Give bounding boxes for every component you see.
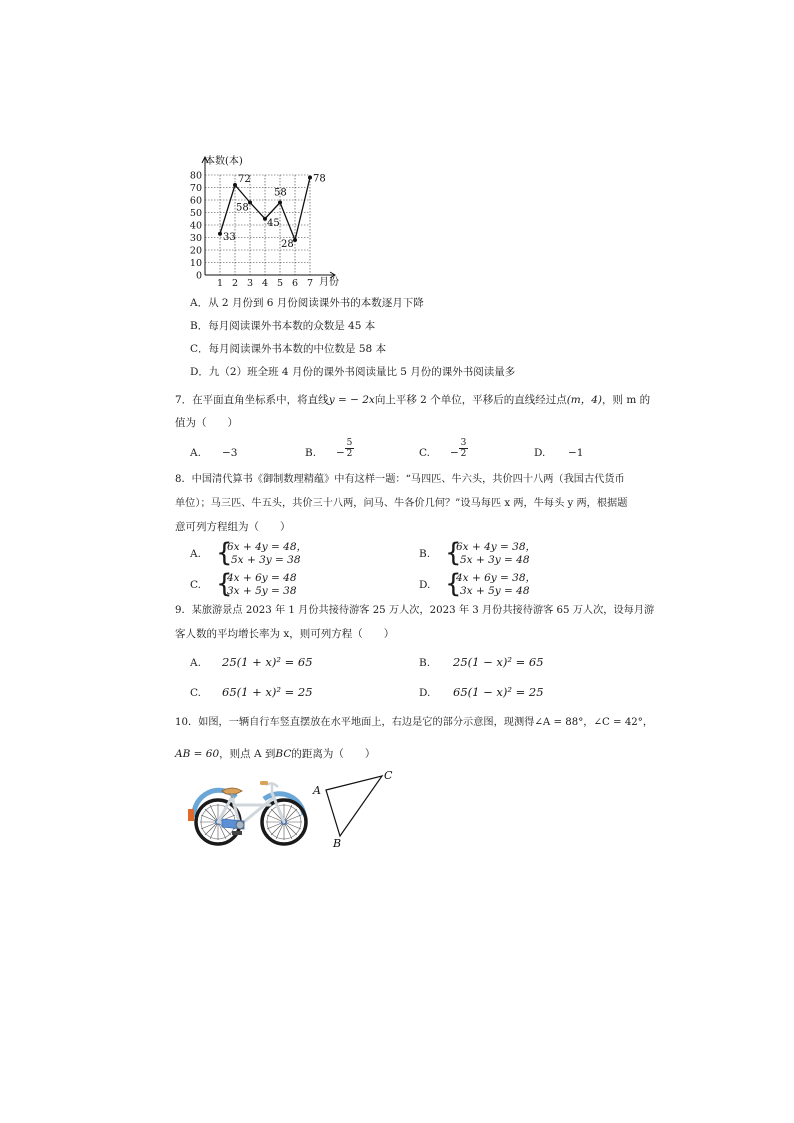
chart-data-label: 45 — [267, 217, 280, 229]
q7-line-equation: y = − 2x — [328, 394, 375, 406]
q6-option-a: A．从 2 月份到 6 月份阅读课外书的本数逐月下降 — [190, 297, 424, 309]
chart-y-tick: 60 — [189, 195, 202, 207]
q9-stem-line1: 9．某旅游景点 2023 年 1 月份共接待游客 25 万人次，2023 年 3 月份共接待游客 65 万人次，设每月游 — [175, 605, 655, 616]
q8-option-c-letter: C. — [190, 579, 201, 591]
chart-y-tick: 70 — [189, 183, 202, 194]
chart-x-tick: 7 — [306, 278, 314, 289]
chart-data-label: 78 — [313, 173, 326, 185]
q7-stem-line2: 值为（ ） — [175, 417, 238, 429]
q7-option-b-letter: B. — [305, 447, 317, 459]
bicycle-illustration — [186, 775, 310, 847]
vertex-label-a: A — [313, 784, 321, 797]
q10-stem-line2 — [175, 747, 375, 761]
q8-option-b-system — [456, 541, 536, 567]
chart-point — [278, 201, 282, 205]
q8-option-d-letter: D. — [419, 579, 431, 591]
q10-text-a: ，则点 A 到 — [219, 748, 276, 760]
chart-x-tick: 1 — [216, 278, 224, 289]
vertex-label-b: B — [333, 837, 342, 850]
chart-point — [308, 176, 312, 180]
chart-x-tick: 2 — [231, 278, 239, 289]
q7-stem-line1 — [175, 393, 650, 407]
q8-option-b-eq2: 5x + 3y = 48 — [460, 554, 530, 566]
q8-option-d-eq2: 3x + 5y = 48 — [460, 585, 530, 597]
q7-option-c-denominator: 2 — [460, 449, 467, 459]
chart-data-label: 72 — [238, 174, 251, 185]
q7-text-c: ，则 m 的 — [602, 394, 651, 406]
chart-y-tick: 80 — [189, 170, 202, 182]
q8-stem-line1: 8．中国清代算书《御制数理精蕴》中有这样一题：“马四匹、牛六头，共价四十八两（我国古代货币 — [175, 474, 625, 485]
q7-option-d: −1 — [568, 447, 584, 459]
q8-option-c-brace: { — [216, 569, 233, 599]
q7-option-b-fraction — [345, 438, 354, 459]
q8-stem-line2: 单位）；马三匹、牛五头，共价三十八两，问马、牛各价几何？”设马每匹 x 两，牛每头 y 两，根据题 — [175, 498, 628, 509]
vertex-label-c: C — [384, 769, 393, 782]
q7-option-c-sign: − — [450, 447, 459, 459]
q7-option-c-letter: C. — [419, 447, 430, 459]
chart-data-label: 58 — [274, 187, 287, 199]
q7-option-b-denominator: 2 — [346, 449, 353, 459]
q7-option-a: −3 — [222, 447, 238, 459]
q6-option-b: B．每月阅读课外书本数的众数是 45 本 — [190, 320, 376, 332]
q8-option-b-letter: B. — [419, 548, 431, 560]
q7-option-b-numerator: 5 — [346, 438, 353, 448]
q7-point: (m，4) — [566, 394, 603, 406]
chart-point — [233, 183, 237, 187]
chart-data-label: 28 — [281, 239, 294, 250]
chart-x-tick: 6 — [291, 278, 299, 289]
chart-x-tick: 4 — [261, 278, 269, 289]
q6-option-d: D．九（2）班全班 4 月份的课外书阅读量比 5 月份的课外书阅读量多 — [190, 366, 516, 378]
q8-stem-line3: 意可列方程组为（ ） — [175, 521, 291, 533]
q9-stem-line2: 客人数的平均增长率为 x，则可列方程（ ） — [175, 628, 395, 640]
chart-y-tick: 10 — [189, 258, 202, 269]
q9-option-a: 25(1 + x)² = 65 — [222, 655, 313, 669]
q7-option-a-letter: A. — [190, 447, 201, 459]
triangle-abc — [326, 776, 382, 836]
q8-option-a-letter: A. — [190, 548, 201, 560]
q8-option-c-eq1: 4x + 6y = 48 — [227, 572, 297, 584]
q8-option-a-system — [227, 541, 307, 567]
chart-y-tick: 0 — [195, 270, 202, 282]
q9-option-a-letter: A. — [190, 657, 201, 669]
chart-ylabel: 本数(本) — [205, 156, 243, 167]
chart-y-tick: 30 — [189, 233, 202, 244]
q8-option-d-eq1: 4x + 6y = 38， — [456, 572, 537, 584]
chart-y-tick: 20 — [189, 245, 202, 257]
q7-text-a: 7．在平面直角坐标系中，将直线 — [175, 394, 329, 406]
q10-text-b: 的距离为（ ） — [291, 748, 376, 760]
q8-option-a-eq1: 6x + 4y = 48， — [227, 541, 308, 553]
chart-data-label: 33 — [223, 231, 236, 243]
q8-option-d-system — [456, 572, 536, 598]
q9-option-d-letter: D. — [419, 687, 431, 699]
chart-data-label: 58 — [236, 202, 249, 214]
q7-option-c-fraction — [459, 438, 468, 459]
triangle-abc-diagram — [310, 766, 400, 850]
q9-option-b-letter: B. — [419, 657, 431, 669]
chart-x-tick: 3 — [246, 278, 254, 289]
chart-y-tick: 50 — [189, 208, 202, 219]
q10-stem-line1: 10．如图，一辆自行车竖直摆放在水平地面上，右边是它的部分示意图，现测得∠A = 88°，∠C = 42°， — [175, 717, 654, 728]
q9-option-c-letter: C. — [190, 687, 201, 699]
q9-option-c: 65(1 + x)² = 25 — [222, 685, 313, 699]
q7-option-d-letter: D. — [534, 447, 546, 459]
q8-option-b-eq1: 6x + 4y = 38， — [456, 541, 537, 553]
q8-option-a-eq2: 5x + 3y = 38 — [231, 554, 301, 566]
q7-option-b-sign: − — [336, 447, 345, 459]
chart-point — [218, 232, 222, 236]
q8-option-d-brace: { — [445, 569, 462, 599]
q8-option-c-system — [227, 572, 297, 598]
chart-x-tick: 5 — [276, 278, 284, 289]
q8-option-a-brace: { — [216, 538, 233, 568]
q9-option-b: 25(1 − x)² = 65 — [453, 655, 544, 669]
q10-bc: BC — [275, 748, 292, 760]
q6-option-c: C．每月阅读课外书本数的中位数是 58 本 — [190, 343, 387, 355]
q7-text-b: 向上平移 2 个单位，平移后的直线经过点 — [374, 394, 567, 406]
q8-option-c-eq2: 3x + 5y = 38 — [227, 585, 297, 597]
reading-line-chart — [185, 150, 355, 290]
q10-ab-equation: AB = 60 — [175, 748, 220, 760]
chart-xlabel: 月份 — [319, 277, 339, 288]
q9-option-d: 65(1 − x)² = 25 — [453, 685, 544, 699]
q7-option-c-numerator: 3 — [460, 438, 467, 448]
chart-y-tick: 40 — [189, 220, 202, 232]
q8-option-b-brace: { — [445, 538, 462, 568]
